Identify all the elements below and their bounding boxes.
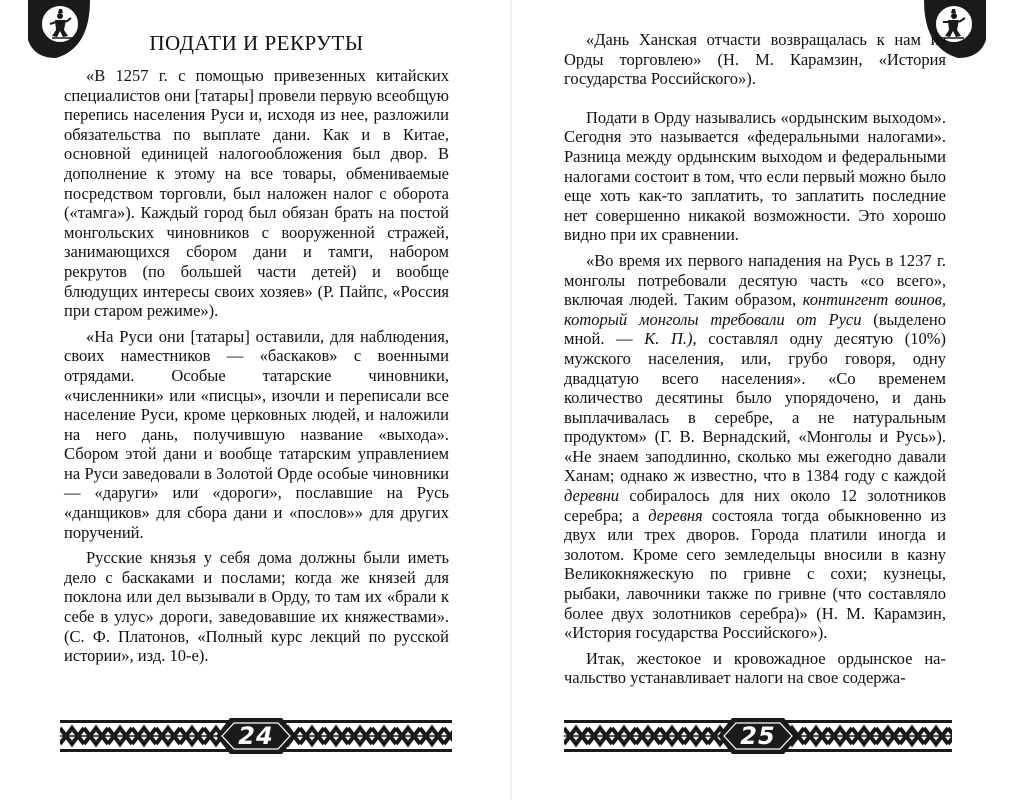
paragraph-pipes-quote: «В 1257 г. с помощью привезенных китайских специалистов они [татары] провели первую всеобщую перепись населения Руси и, исходя из нее, разложили обязательства по выплате дани. Как и в Китае, основной единицей налогообложения был двор. В дополнение к этому на все товары, обмениваемые посредством торговли, был наложен налог с оборота («тамга»). Каждый город был обязан брать на постой монгольских чиновников с вооруженной стражей, занимающихся сбором дани и тамги, набором рекрутов (по большей части детей) и вообще блюдущих интересы своих хозяев» (Р. Пайпс, «Россия при старом режиме»). [64,66,449,321]
paragraph-conclusion: Итак, жестокое и кровожадное ордынское начальство устанавливает налоги на свое содержа- [564,648,946,688]
author-initials: К. П.), [644,329,697,349]
paragraph-platonov-quote: «На Руси они [татары] оставили, для наблюдения, своих наместников — «баскаков» с военными отрядами. Особые татарские чиновники, «численники» или «писцы», изочли и переписали все население Руси, кроме церковных людей, и наложили на него дань, получившую название «выхода». Сбором этой дани и вообще татарским управлением на Руси заведовали в Золотой Орде особые чиновники — «даруги» или «дороги», пославшие на Русь «данщиков» для сбора дани и «послов»» для других поручений. [64,326,449,542]
page-number-plate [212,712,300,760]
italic-village: деревни [564,486,620,506]
italic-village-2: деревня [648,505,703,525]
paragraph-tenth-part: «Во время их первого нападения на Русь в 1237 г. монголы потребовали десятую часть «со всего», включая людей. Таким образом, контингент воинов, который монголы требовали от Руси (выделено мной. — К. П.), составлял одну десятую (10%) мужского населения, или, грубо говоря, одну двадцатую всего населения». «Со временем количество десятины было упорядочено, и дань выплачивалась в серебре, а не натуральным продуктом» (Г. В. Вернадский, «Монголы и Русь»). «Не знаем заподлинно, сколько мы ежегодно давали Ханам; однако ж известно, что в 1384 году с каждой деревни собиралось для них около 12 золотников серебра; а деревня состояла тогда обыкновенно из двух или трех дворов. Города платили иногда и золотом. Кроме сего земледельцы вносили в казну Великокняжескую по гривне с сохи; кузнецы, рыбаки, лавочники также по гривне (что составляло более двух золотников серебра)» (Н. М. Карамзин, «История государства Российского»). [564,250,946,643]
paragraph-karamzin-tribute: «Дань Ханская отчасти возвращалась к нам из Орды торговлею» (Н. М. Карамзин, «История государства Российского»). [564,30,946,89]
left-text-column [64,30,449,666]
paragraph-horde-taxes: Подати в Орду назывались «ордынским выходом». Сегодня это называется «федеральными налогами». Разница между ордынским выходом и федеральными налогами состоит в том, что если первый можно было еще хоть как-то заплатить, то заплатить последние нет совершенно никакой возможности. Это хорошо видно при их сравнении. [564,107,946,245]
right-page [512,0,1023,800]
left-footer-ornament [60,712,452,760]
left-page [0,0,511,800]
page-number-plate [714,712,802,760]
running-head: ПОДАТИ И РЕКРУТЫ [149,31,364,55]
paragraph-princes: Русские князья у себя дома должны были иметь дело с баскаками и послами; когда же князей для поклона или дел вызывали в Орду, то там их «брали к себе в улус» дороги, заведовавшие их княжествами». (С. Ф. Платонов, «Полный курс лекций по русской истории», изд. 10-е). [64,548,449,666]
right-footer-ornament [564,712,952,760]
italic-emphasis: контингент воинов, который монголы требовали от Руси [564,290,946,329]
right-text-column [564,30,946,688]
page-number: 25 [740,722,776,750]
page-number: 24 [238,722,274,750]
